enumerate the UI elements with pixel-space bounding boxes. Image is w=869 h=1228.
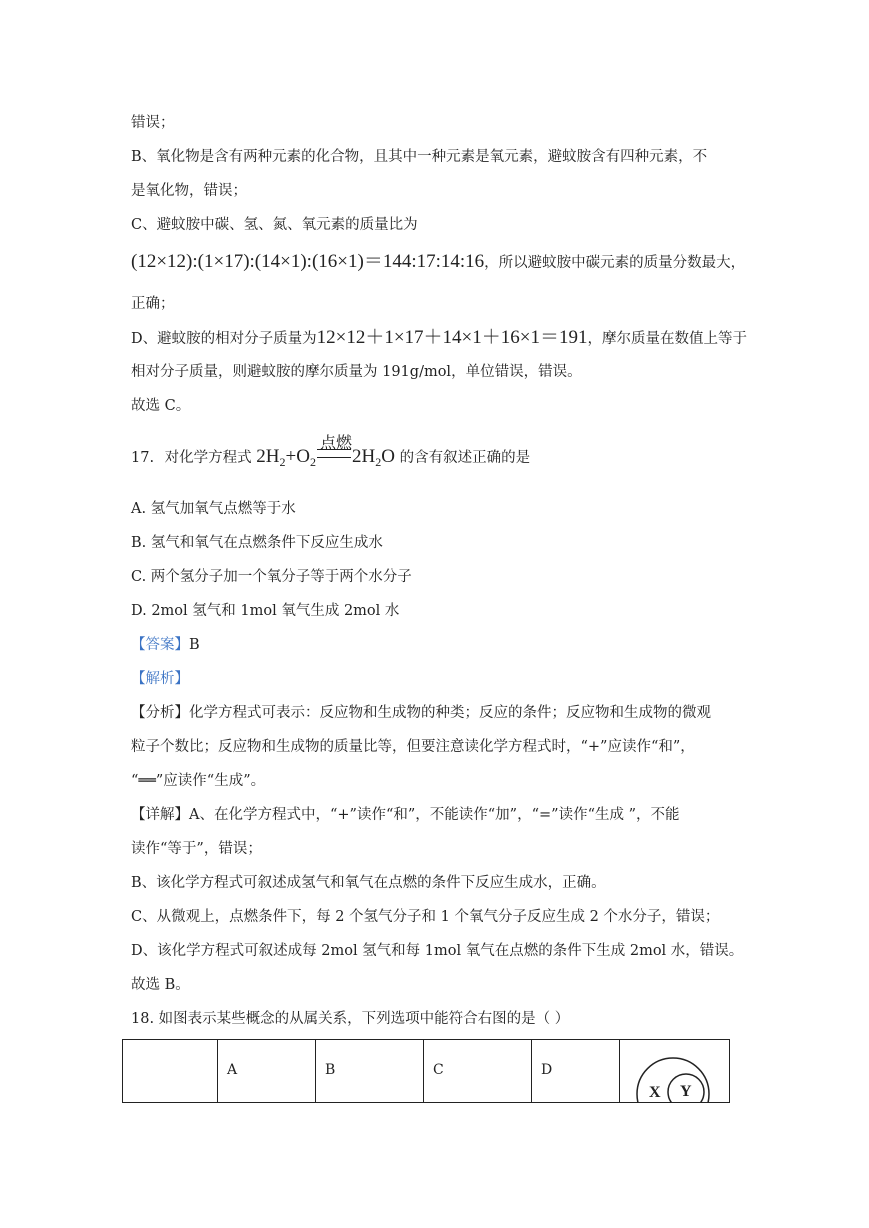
table-cell <box>123 1040 218 1103</box>
text-line: 粒子个数比；反应物和生成物的质量比等，但要注意读化学方程式时，“+”应读作“和”， <box>131 739 695 755</box>
answer-line <box>131 635 200 655</box>
venn-diagram-svg <box>620 1040 729 1102</box>
answer-value: B <box>189 637 200 653</box>
text-line: “══”应读作“生成”。 <box>131 773 266 789</box>
option-d: D. 2mol 氢气和 1mol 氧气生成 2mol 水 <box>131 603 400 619</box>
table-cell <box>218 1040 316 1103</box>
text-span: D、避蚊胺的相对分子质量为 <box>131 331 317 347</box>
text-line: B、该化学方程式可叙述成氢气和氧气在点燃的条件下反应生成水，正确。 <box>131 875 606 891</box>
text-span: ，所以避蚊胺中碳元素的质量分数最大， <box>484 255 746 271</box>
eq-subscript: 2 <box>279 455 286 469</box>
text-line: B、氧化物是含有两种元素的化合物，且其中一种元素是氧元素，避蚊胺含有四种元素，不 <box>131 149 708 165</box>
option-a: A. 氢气加氧气点燃等于水 <box>131 501 296 517</box>
molar-mass-line <box>131 328 747 349</box>
xiangjie-line <box>131 805 680 825</box>
eq-term: +O <box>285 446 310 467</box>
text-span: A、在化学方程式中，“+”读作“和”，不能读作“加”，“=”读作“生成 ”，不能 <box>189 807 680 823</box>
text-span: 化学方程式可表示：反应物和生成物的种类；反应的条件；反应物和生成物的微观 <box>189 705 711 721</box>
molecular-mass-equation: 12×12＋1×17＋14×1＋16×1＝191 <box>316 327 588 348</box>
text-line: C、避蚊胺中碳、氢、氮、氧元素的质量比为 <box>131 217 418 233</box>
eq-subscript: 2 <box>375 455 382 469</box>
text-line: C、从微观上，点燃条件下，每 2 个氢气分子和 1 个氧气分子反应生成 2 个水分子，错误； <box>131 909 720 925</box>
xiangjie-label: 【详解】 <box>131 807 189 823</box>
text-span: ，摩尔质量在数值上等于 <box>587 331 747 347</box>
text-line: 正确； <box>131 296 175 312</box>
conclusion: 故选 B。 <box>131 977 190 993</box>
cell-label <box>123 1040 217 1062</box>
mass-ratio-equation: (12×12):(1×17):(14×1):(16×1)＝144:17:14:16 <box>131 251 485 272</box>
table-cell <box>316 1040 424 1103</box>
cell-label: C <box>433 1062 444 1078</box>
text-line: 是氧化物，错误； <box>131 183 247 199</box>
option-c: C. 两个氢分子加一个氧分子等于两个水分子 <box>131 569 412 585</box>
fenxi-label: 【分析】 <box>131 705 189 721</box>
analysis-label: 【解析】 <box>131 671 189 687</box>
text-line: 相对分子质量，则避蚊胺的摩尔质量为 191g/mol，单位错误，错误。 <box>131 364 582 380</box>
option-b: B. 氢气和氧气在点燃条件下反应生成水 <box>131 535 383 551</box>
venn-label-y: Y <box>680 1083 692 1100</box>
chemical-equation <box>256 446 399 467</box>
reaction-condition: 点燃 <box>320 433 353 452</box>
fenxi-line <box>131 703 711 723</box>
venn-diagram <box>620 1040 729 1102</box>
text-span: 对化学方程式 <box>164 450 252 466</box>
text-span: 的含有叙述正确的是 <box>399 450 531 466</box>
eq-term: O <box>381 446 395 467</box>
eq-term: 2H <box>351 446 376 467</box>
text-line: 错误； <box>131 115 175 131</box>
question-18-stem: 18. 如图表示某些概念的从属关系，下列选项中能符合右图的是（ ） <box>131 1011 570 1027</box>
cell-label: D <box>541 1062 553 1078</box>
answer-label: 【答案】 <box>131 637 189 653</box>
question-number: 17. <box>131 450 155 466</box>
question-17-stem <box>131 447 530 472</box>
text-line: D、该化学方程式可叙述成每 2mol 氢气和每 1mol 氧气在点燃的条件下生成 2mol 水，错误。 <box>131 943 744 959</box>
eq-subscript: 2 <box>309 455 316 469</box>
double-equals-sign <box>317 449 351 458</box>
table-cell <box>424 1040 532 1103</box>
eq-term: 2H <box>256 446 280 467</box>
text-line: 读作“等于”，错误； <box>131 841 262 857</box>
text-line: 故选 C。 <box>131 398 191 414</box>
cell-label: A <box>227 1062 238 1078</box>
venn-label-x: X <box>649 1084 661 1101</box>
cell-label: B <box>325 1062 336 1078</box>
mass-ratio-line <box>131 252 745 273</box>
table-cell <box>532 1040 620 1103</box>
